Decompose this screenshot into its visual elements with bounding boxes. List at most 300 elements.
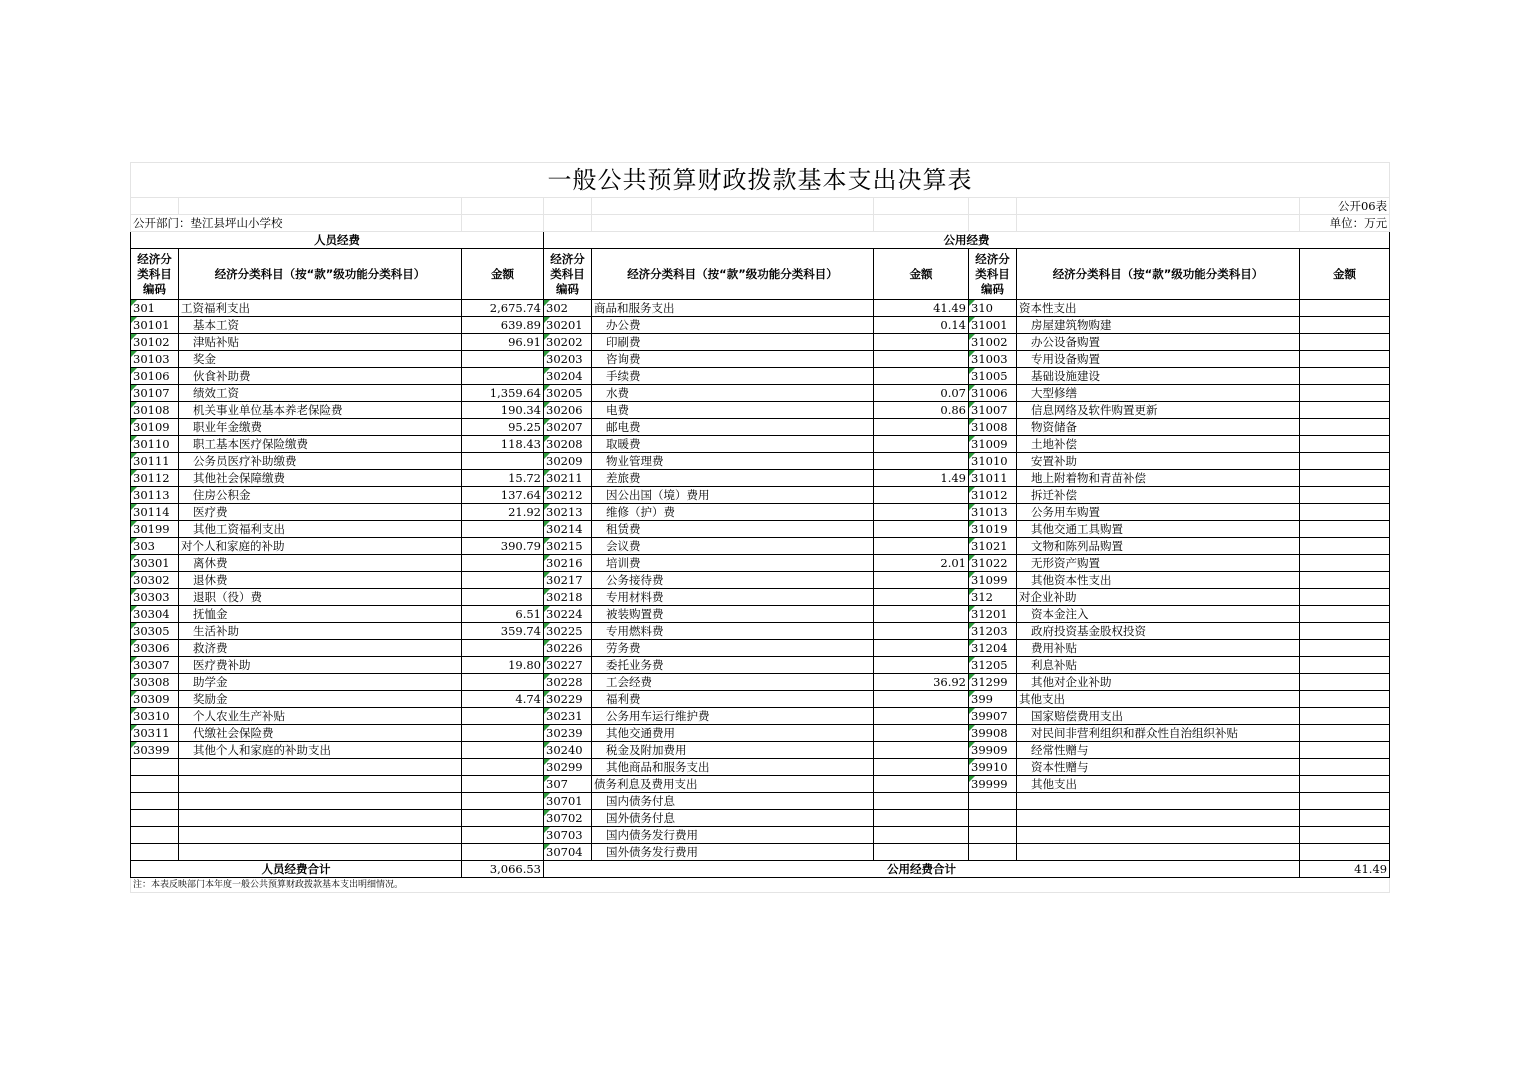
amount-cell: [462, 555, 544, 572]
code-cell: [131, 844, 179, 861]
code-cell: 39907: [969, 708, 1017, 725]
code-cell: 31021: [969, 538, 1017, 555]
code-cell: [131, 827, 179, 844]
section-personnel: 人员经费: [131, 232, 544, 249]
amount-cell: [874, 436, 969, 453]
table-row: [131, 742, 1390, 759]
code-cell: 31005: [969, 368, 1017, 385]
item-name-cell: 物资储备: [1017, 419, 1300, 436]
amount-cell: [874, 708, 969, 725]
code-cell: 30703: [544, 827, 592, 844]
amount-cell: 118.43: [462, 436, 544, 453]
item-name-cell: 住房公积金: [179, 487, 462, 504]
amount-cell: 639.89: [462, 317, 544, 334]
amount-cell: [874, 504, 969, 521]
item-name-cell: [1017, 810, 1300, 827]
code-cell: 30211: [544, 470, 592, 487]
code-cell: 30704: [544, 844, 592, 861]
item-name-cell: 办公费: [592, 317, 874, 334]
budget-table: [130, 162, 1390, 893]
amount-cell: 137.64: [462, 487, 544, 504]
item-name-cell: [1017, 793, 1300, 810]
code-cell: 31203: [969, 623, 1017, 640]
code-cell: 30226: [544, 640, 592, 657]
item-name-cell: 其他个人和家庭的补助支出: [179, 742, 462, 759]
item-name-cell: 奖励金: [179, 691, 462, 708]
header-name: 经济分类科目（按“款”级功能分类科目）: [592, 249, 874, 300]
code-cell: 31022: [969, 555, 1017, 572]
table-row: [131, 657, 1390, 674]
table-row: [131, 640, 1390, 657]
item-name-cell: 津贴补贴: [179, 334, 462, 351]
header-name: 经济分类科目（按“款”级功能分类科目）: [1017, 249, 1300, 300]
item-name-cell: 租赁费: [592, 521, 874, 538]
footnote: 注：本表反映部门本年度一般公共预算财政拨款基本支出明细情况。: [131, 878, 1390, 893]
item-name-cell: 公务接待费: [592, 572, 874, 589]
amount-cell: [874, 521, 969, 538]
amount-cell: [1300, 521, 1390, 538]
amount-cell: [1300, 436, 1390, 453]
unit-label: 单位：万元: [1300, 215, 1390, 232]
amount-cell: 41.49: [874, 300, 969, 317]
code-cell: 30301: [131, 555, 179, 572]
header-name: 经济分类科目（按“款”级功能分类科目）: [179, 249, 462, 300]
item-name-cell: 专用设备购置: [1017, 351, 1300, 368]
code-cell: 31011: [969, 470, 1017, 487]
table-row: [131, 368, 1390, 385]
code-cell: 31001: [969, 317, 1017, 334]
code-cell: 31204: [969, 640, 1017, 657]
amount-cell: [1300, 691, 1390, 708]
amount-cell: [462, 453, 544, 470]
code-cell: 30212: [544, 487, 592, 504]
amount-cell: [1300, 759, 1390, 776]
department-label: 公开部门：垫江县坪山小学校: [131, 215, 462, 232]
code-cell: 30199: [131, 521, 179, 538]
table-row: [131, 606, 1390, 623]
item-name-cell: 离休费: [179, 555, 462, 572]
amount-cell: [1300, 555, 1390, 572]
item-name-cell: 培训费: [592, 555, 874, 572]
item-name-cell: [179, 810, 462, 827]
amount-cell: 21.92: [462, 504, 544, 521]
amount-cell: [462, 589, 544, 606]
amount-cell: 4.74: [462, 691, 544, 708]
code-cell: 30205: [544, 385, 592, 402]
code-cell: 30209: [544, 453, 592, 470]
amount-cell: [874, 419, 969, 436]
code-cell: 30308: [131, 674, 179, 691]
amount-cell: [1300, 300, 1390, 317]
code-cell: 30702: [544, 810, 592, 827]
item-name-cell: 费用补贴: [1017, 640, 1300, 657]
code-cell: 30213: [544, 504, 592, 521]
public-total-value: 41.49: [1300, 861, 1390, 878]
header-amount: 金额: [874, 249, 969, 300]
amount-cell: [462, 351, 544, 368]
amount-cell: [462, 810, 544, 827]
item-name-cell: 其他交通工具购置: [1017, 521, 1300, 538]
code-cell: [131, 793, 179, 810]
amount-cell: 2,675.74: [462, 300, 544, 317]
code-cell: 30399: [131, 742, 179, 759]
public-total-label: 公用经费合计: [544, 861, 1300, 878]
amount-cell: [462, 640, 544, 657]
item-name-cell: 咨询费: [592, 351, 874, 368]
item-name-cell: 医疗费: [179, 504, 462, 521]
code-cell: 30106: [131, 368, 179, 385]
table-row: [131, 623, 1390, 640]
item-name-cell: 国内债务付息: [592, 793, 874, 810]
amount-cell: [462, 759, 544, 776]
item-name-cell: 物业管理费: [592, 453, 874, 470]
item-name-cell: 资本性支出: [1017, 300, 1300, 317]
amount-cell: [1300, 606, 1390, 623]
item-name-cell: 资本性赠与: [1017, 759, 1300, 776]
code-cell: 30305: [131, 623, 179, 640]
amount-cell: [1300, 657, 1390, 674]
table-row: [131, 300, 1390, 317]
section-public: 公用经费: [544, 232, 1390, 249]
item-name-cell: 职业年金缴费: [179, 419, 462, 436]
amount-cell: [462, 725, 544, 742]
item-name-cell: 办公设备购置: [1017, 334, 1300, 351]
item-name-cell: 助学金: [179, 674, 462, 691]
item-name-cell: [179, 759, 462, 776]
item-name-cell: 其他工资福利支出: [179, 521, 462, 538]
item-name-cell: 公务用车运行维护费: [592, 708, 874, 725]
code-cell: 30302: [131, 572, 179, 589]
item-name-cell: 电费: [592, 402, 874, 419]
item-name-cell: [179, 827, 462, 844]
item-name-cell: [179, 793, 462, 810]
item-name-cell: 邮电费: [592, 419, 874, 436]
amount-cell: [1300, 674, 1390, 691]
item-name-cell: [1017, 827, 1300, 844]
code-cell: 39909: [969, 742, 1017, 759]
item-name-cell: 安置补助: [1017, 453, 1300, 470]
code-cell: 30231: [544, 708, 592, 725]
form-number: 公开06表: [1300, 198, 1390, 215]
code-cell: 303: [131, 538, 179, 555]
item-name-cell: 其他支出: [1017, 691, 1300, 708]
amount-cell: 0.07: [874, 385, 969, 402]
amount-cell: [1300, 368, 1390, 385]
code-cell: 30303: [131, 589, 179, 606]
amount-cell: [462, 708, 544, 725]
amount-cell: [874, 691, 969, 708]
amount-cell: [1300, 504, 1390, 521]
code-cell: 30304: [131, 606, 179, 623]
code-cell: 312: [969, 589, 1017, 606]
code-cell: 30218: [544, 589, 592, 606]
table-row: [131, 521, 1390, 538]
table-row: [131, 538, 1390, 555]
amount-cell: [1300, 351, 1390, 368]
code-cell: 30701: [544, 793, 592, 810]
item-name-cell: 福利费: [592, 691, 874, 708]
table-row: [131, 827, 1390, 844]
item-name-cell: 救济费: [179, 640, 462, 657]
item-name-cell: 其他交通费用: [592, 725, 874, 742]
amount-cell: [874, 844, 969, 861]
amount-cell: [874, 759, 969, 776]
amount-cell: [874, 793, 969, 810]
amount-cell: [874, 453, 969, 470]
code-cell: 30299: [544, 759, 592, 776]
header-code: 经济分类科目编码: [131, 249, 179, 300]
amount-cell: [1300, 589, 1390, 606]
item-name-cell: 奖金: [179, 351, 462, 368]
item-name-cell: 个人农业生产补贴: [179, 708, 462, 725]
item-name-cell: 抚恤金: [179, 606, 462, 623]
table-row: [131, 691, 1390, 708]
code-cell: 30309: [131, 691, 179, 708]
table-row: [131, 487, 1390, 504]
amount-cell: 95.25: [462, 419, 544, 436]
code-cell: 30217: [544, 572, 592, 589]
amount-cell: [874, 606, 969, 623]
table-row: [131, 504, 1390, 521]
item-name-cell: 劳务费: [592, 640, 874, 657]
table-row: [131, 470, 1390, 487]
item-name-cell: [1017, 844, 1300, 861]
code-cell: 30239: [544, 725, 592, 742]
code-cell: 30240: [544, 742, 592, 759]
item-name-cell: 水费: [592, 385, 874, 402]
amount-cell: 0.14: [874, 317, 969, 334]
page-title: 一般公共预算财政拨款基本支出决算表: [131, 163, 1390, 198]
item-name-cell: 医疗费补助: [179, 657, 462, 674]
amount-cell: 359.74: [462, 623, 544, 640]
amount-cell: [874, 776, 969, 793]
amount-cell: 190.34: [462, 402, 544, 419]
table-row: [131, 810, 1390, 827]
amount-cell: [1300, 334, 1390, 351]
header-code: 经济分类科目编码: [969, 249, 1017, 300]
table-row: [131, 436, 1390, 453]
item-name-cell: 专用材料费: [592, 589, 874, 606]
code-cell: 31019: [969, 521, 1017, 538]
code-cell: 310: [969, 300, 1017, 317]
item-name-cell: 国内债务发行费用: [592, 827, 874, 844]
code-cell: 31007: [969, 402, 1017, 419]
code-cell: 30114: [131, 504, 179, 521]
item-name-cell: 房屋建筑物购建: [1017, 317, 1300, 334]
item-name-cell: 国家赔偿费用支出: [1017, 708, 1300, 725]
table-row: [131, 317, 1390, 334]
code-cell: 30229: [544, 691, 592, 708]
amount-cell: [462, 844, 544, 861]
amount-cell: [874, 810, 969, 827]
amount-cell: [874, 368, 969, 385]
amount-cell: [874, 351, 969, 368]
amount-cell: [874, 725, 969, 742]
item-name-cell: 退休费: [179, 572, 462, 589]
amount-cell: [1300, 640, 1390, 657]
amount-cell: [462, 572, 544, 589]
code-cell: 31008: [969, 419, 1017, 436]
amount-cell: [874, 827, 969, 844]
item-name-cell: 其他社会保障缴费: [179, 470, 462, 487]
code-cell: 30107: [131, 385, 179, 402]
amount-cell: [1300, 623, 1390, 640]
code-cell: 39910: [969, 759, 1017, 776]
code-cell: 31201: [969, 606, 1017, 623]
code-cell: 30101: [131, 317, 179, 334]
amount-cell: [874, 623, 969, 640]
code-cell: 31010: [969, 453, 1017, 470]
item-name-cell: 文物和陈列品购置: [1017, 538, 1300, 555]
totals-row: [131, 861, 1390, 878]
amount-cell: [462, 521, 544, 538]
code-cell: 30310: [131, 708, 179, 725]
item-name-cell: 经常性赠与: [1017, 742, 1300, 759]
amount-cell: [1300, 810, 1390, 827]
item-name-cell: 利息补贴: [1017, 657, 1300, 674]
code-cell: 30203: [544, 351, 592, 368]
item-name-cell: 专用燃料费: [592, 623, 874, 640]
table-row: [131, 572, 1390, 589]
amount-cell: [462, 368, 544, 385]
code-cell: 31205: [969, 657, 1017, 674]
item-name-cell: 退职（役）费: [179, 589, 462, 606]
amount-cell: [874, 640, 969, 657]
code-cell: 30307: [131, 657, 179, 674]
amount-cell: [462, 674, 544, 691]
item-name-cell: 拆迁补偿: [1017, 487, 1300, 504]
amount-cell: 19.80: [462, 657, 544, 674]
amount-cell: [1300, 844, 1390, 861]
code-cell: 31012: [969, 487, 1017, 504]
code-cell: [969, 810, 1017, 827]
code-cell: 30207: [544, 419, 592, 436]
item-name-cell: 对个人和家庭的补助: [179, 538, 462, 555]
item-name-cell: 生活补助: [179, 623, 462, 640]
item-name-cell: 手续费: [592, 368, 874, 385]
code-cell: [131, 776, 179, 793]
table-row: [131, 725, 1390, 742]
item-name-cell: 委托业务费: [592, 657, 874, 674]
amount-cell: [1300, 793, 1390, 810]
code-cell: 30110: [131, 436, 179, 453]
table-row: [131, 844, 1390, 861]
table-row: [131, 385, 1390, 402]
amount-cell: [1300, 317, 1390, 334]
amount-cell: [1300, 453, 1390, 470]
code-cell: 30202: [544, 334, 592, 351]
item-name-cell: 被装购置费: [592, 606, 874, 623]
amount-cell: 1.49: [874, 470, 969, 487]
code-cell: [969, 844, 1017, 861]
table-row: [131, 589, 1390, 606]
code-cell: 30311: [131, 725, 179, 742]
code-cell: 30113: [131, 487, 179, 504]
code-cell: [131, 759, 179, 776]
code-cell: 30111: [131, 453, 179, 470]
table-row: [131, 402, 1390, 419]
item-name-cell: 地上附着物和青苗补偿: [1017, 470, 1300, 487]
code-cell: 30215: [544, 538, 592, 555]
amount-cell: [1300, 538, 1390, 555]
item-name-cell: 公务员医疗补助缴费: [179, 453, 462, 470]
code-cell: 30204: [544, 368, 592, 385]
item-name-cell: 代缴社会保险费: [179, 725, 462, 742]
item-name-cell: 政府投资基金股权投资: [1017, 623, 1300, 640]
amount-cell: [1300, 487, 1390, 504]
item-name-cell: 大型修缮: [1017, 385, 1300, 402]
item-name-cell: 债务利息及费用支出: [592, 776, 874, 793]
table-row: [131, 776, 1390, 793]
code-cell: 30103: [131, 351, 179, 368]
amount-cell: [874, 572, 969, 589]
item-name-cell: 其他对企业补助: [1017, 674, 1300, 691]
amount-cell: [462, 776, 544, 793]
item-name-cell: 信息网络及软件购置更新: [1017, 402, 1300, 419]
item-name-cell: 对企业补助: [1017, 589, 1300, 606]
code-cell: 31002: [969, 334, 1017, 351]
code-cell: [969, 793, 1017, 810]
item-name-cell: 税金及附加费用: [592, 742, 874, 759]
amount-cell: [1300, 470, 1390, 487]
amount-cell: [1300, 708, 1390, 725]
item-name-cell: 公务用车购置: [1017, 504, 1300, 521]
code-cell: 30225: [544, 623, 592, 640]
amount-cell: [1300, 742, 1390, 759]
item-name-cell: 会议费: [592, 538, 874, 555]
code-cell: 30201: [544, 317, 592, 334]
code-cell: 30108: [131, 402, 179, 419]
code-cell: 31299: [969, 674, 1017, 691]
item-name-cell: 国外债务付息: [592, 810, 874, 827]
item-name-cell: 差旅费: [592, 470, 874, 487]
item-name-cell: 因公出国（境）费用: [592, 487, 874, 504]
table-row: [131, 351, 1390, 368]
item-name-cell: [179, 844, 462, 861]
item-name-cell: 其他资本性支出: [1017, 572, 1300, 589]
item-name-cell: 维修（护）费: [592, 504, 874, 521]
item-name-cell: 国外债务发行费用: [592, 844, 874, 861]
amount-cell: 36.92: [874, 674, 969, 691]
code-cell: 307: [544, 776, 592, 793]
item-name-cell: 机关事业单位基本养老保险费: [179, 402, 462, 419]
header-amount: 金额: [462, 249, 544, 300]
item-name-cell: 其他支出: [1017, 776, 1300, 793]
amount-cell: [462, 742, 544, 759]
code-cell: 31006: [969, 385, 1017, 402]
item-name-cell: 商品和服务支出: [592, 300, 874, 317]
table-row: [131, 793, 1390, 810]
amount-cell: 1,359.64: [462, 385, 544, 402]
amount-cell: [462, 827, 544, 844]
item-name-cell: 伙食补助费: [179, 368, 462, 385]
amount-cell: 15.72: [462, 470, 544, 487]
item-name-cell: 工资福利支出: [179, 300, 462, 317]
table-row: [131, 759, 1390, 776]
table-row: [131, 555, 1390, 572]
amount-cell: [874, 538, 969, 555]
code-cell: 302: [544, 300, 592, 317]
amount-cell: [1300, 402, 1390, 419]
table-row: [131, 419, 1390, 436]
code-cell: 399: [969, 691, 1017, 708]
item-name-cell: 土地补偿: [1017, 436, 1300, 453]
amount-cell: [1300, 776, 1390, 793]
item-name-cell: 取暖费: [592, 436, 874, 453]
code-cell: 30228: [544, 674, 592, 691]
item-name-cell: 职工基本医疗保险缴费: [179, 436, 462, 453]
header-amount: 金额: [1300, 249, 1390, 300]
